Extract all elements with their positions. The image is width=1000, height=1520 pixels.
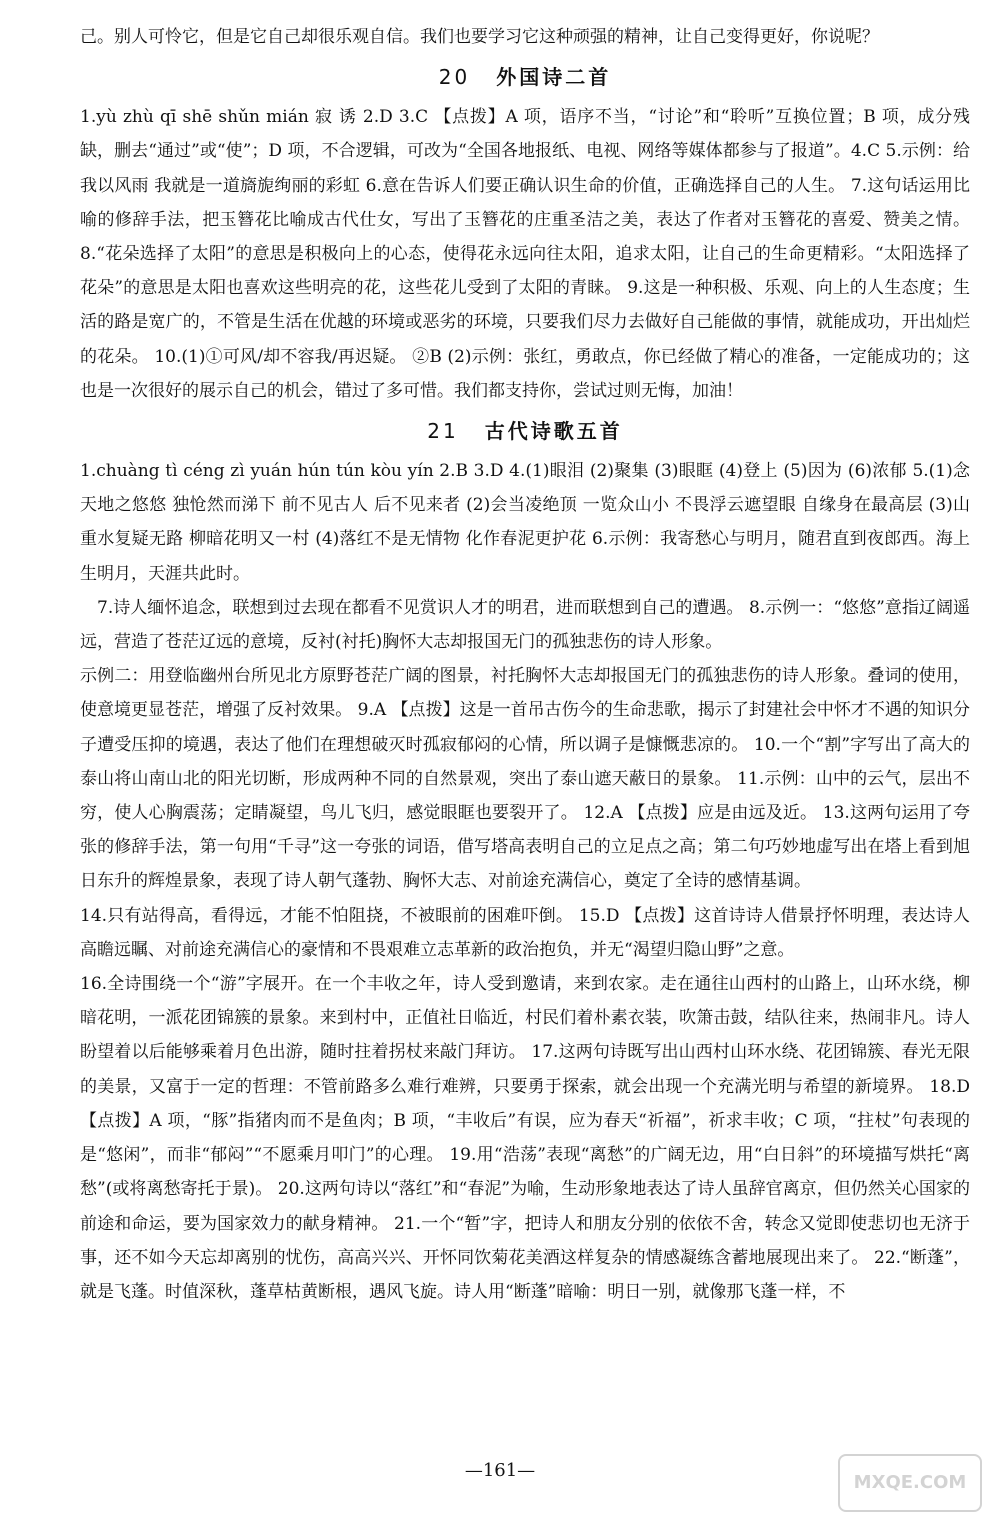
- section-number: 20: [438, 65, 471, 90]
- section-title: 古代诗歌五首: [484, 419, 623, 444]
- paragraph-section-21-part-2: 7.诗人缅怀追念，联想到过去现在都看不见赏识人才的明君，进而联想到自己的遭遇。 8.示例一：“悠悠”意指辽阔遥远，营造了苍茫辽远的意境，反衬(衬托)胸怀大志却报国无门的孤独悲伤的诗人形象。: [80, 597, 970, 653]
- page-number: —161—: [464, 1460, 536, 1481]
- paragraph-section-21-part-3: 示例二：用登临幽州台所见北方原野苍茫广阔的图景，衬托胸怀大志却报国无门的孤独悲伤的诗人形象。叠词的使用，使意境更显苍茫，增强了反衬效果。 9.A 【点拨】这是一首吊古伤今的生命悲歌，揭示了封建社会中怀才不遇的知识分子遭受压抑的境遇，表达了他们在理想破灭时孤寂郁闷的心情，所以调子是慷慨悲凉的。 10.一个“割”字写出了高大的泰山将山南山北的阳光切断，形成两种不同的自然景观，突出了泰山遮天蔽日的景象。 11.示例：山中的云气，层出不穷，使人心胸震荡；定睛凝望，鸟儿飞归，感觉眼眶也要裂开了。 12.A 【点拨】应是由远及近。 13.这两句运用了夸张的修辞手法，第一句用“千寻”这一夸张的词语，借写塔高表明自己的立足点之高；第二句巧妙地虚写出在塔上看到旭日东升的辉煌景象，表现了诗人朝气蓬勃、胸怀大志、对前途充满信心，奠定了全诗的感情基调。: [80, 666, 970, 892]
- section-heading-20: [80, 54, 970, 100]
- section-heading-21: [80, 408, 970, 454]
- section-title: 外国诗二首: [496, 65, 612, 90]
- paragraph-section-21-part-5: 16.全诗围绕一个“游”字展开。在一个丰收之年，诗人受到邀请，来到农家。走在通往山西村的山路上，山环水绕，柳暗花明，一派花团锦簇的景象。来到村中，正值社日临近，村民们着朴素衣装，吹箫击鼓，结队往来，热闹非凡。诗人盼望着以后能够乘着月色出游，随时拄着拐杖来敲门拜访。 17.这两句诗既写出山西村山环水绕、花团锦簇、春光无限的美景，又富于一定的哲理：不管前路多么难行难辨，只要勇于探索，就会出现一个充满光明与希望的新境界。 18.D 【点拨】A 项，“豚”指猪肉而不是鱼肉；B 项，“丰收后”有误，应为春天“祈福”，祈求丰收；C 项，“拄杖”句表现的是“悠闲”，而非“郁闷”“不愿乘月叩门”的心理。 19.用“浩荡”表现“离愁”的广阔无边，用“白日斜”的环境描写烘托“离愁”(或将离愁寄托于景)。 20.这两句诗以“落红”和“春泥”为喻，生动形象地表达了诗人虽辞官离京，但仍然关心国家的前途和命运，要为国家效力的献身精神。 21.一个“暂”字，把诗人和朋友分别的依依不舍，转念又觉即使悲切也无济于事，还不如今天忘却离别的忧伤，高高兴兴、开怀同饮菊花美酒这样复杂的情感凝练含蓄地展现出来了。 22.“断蓬”，就是飞蓬。时值深秋，蓬草枯黄断根，遇风飞旋。诗人用“断蓬”暗喻：明日一别，就像那飞蓬一样，不: [80, 974, 970, 1302]
- section-number: 21: [427, 419, 459, 444]
- paragraph-section-20-answers: 1.yù zhù qī shē shǔn mián 寂 诱 2.D 3.C 【点拨】A 项，语序不当，“讨论”和“聆听”互换位置；B 项，成分残缺，删去“通过”或“使”；D 项，不合逻辑，可改为“全国各地报纸、电视、网络等媒体都参与了报道”。4.C 5.示例：给我以风雨 我就是一道旖旎绚丽的彩虹 6.意在告诉人们要正确认识生命的价值，正确选择自己的人生。 7.这句话运用比喻的修辞手法，把玉簪花比喻成古代仕女，写出了玉簪花的庄重圣洁之美，表达了作者对玉簪花的喜爱、赞美之情。 8.“花朵选择了太阳”的意思是积极向上的心态，使得花永远向往太阳，追求太阳，让自己的生命更精彩。“太阳选择了花朵”的意思是太阳也喜欢这些明亮的花，这些花儿受到了太阳的青睐。 9.这是一种积极、乐观、向上的人生态度；生活的路是宽广的，不管是生活在优越的环境或恶劣的环境，只要我们尽力去做好自己能做的事情，就能成功，开出灿烂的花朵。 10.(1)①可风/却不容我/再迟疑。 ②B (2)示例：张红，勇敢点，你已经做了精心的准备，一定能成功的；这也是一次很好的展示自己的机会，错过了多可惜。我们都支持你，尝试过则无悔，加油！: [80, 107, 970, 401]
- paragraph-carryover: 己。别人可怜它，但是它自己却很乐观自信。我们也要学习它这种顽强的精神，让自己变得更好，你说呢？: [80, 27, 879, 47]
- watermark-logo: MXQE.COM: [838, 1454, 982, 1512]
- answer-page: [80, 20, 970, 1309]
- paragraph-section-21-part-4: 14.只有站得高，看得远，才能不怕阻挠，不被眼前的困难吓倒。 15.D 【点拨】这首诗诗人借景抒怀明理，表达诗人高瞻远瞩、对前途充满信心的豪情和不畏艰难立志革新的政治抱负，并无“渴望归隐山野”之意。: [80, 905, 970, 960]
- paragraph-section-21-part-1: 1.chuàng tì céng zì yuán hún tún kòu yín 2.B 3.D 4.(1)眼泪 (2)聚集 (3)眼眶 (4)登上 (5)因为 (6)浓郁 5.(1)念天地之悠悠 独怆然而涕下 前不见古人 后不见来者 (2)会当凌绝顶 一览众山小 不畏浮云遮望眼 自缘身在最高层 (3)山重水复疑无路 柳暗花明又一村 (4)落红不是无情物 化作春泥更护花 6.示例：我寄愁心与明月，随君直到夜郎西。海上生明月，天涯共此时。: [80, 461, 970, 584]
